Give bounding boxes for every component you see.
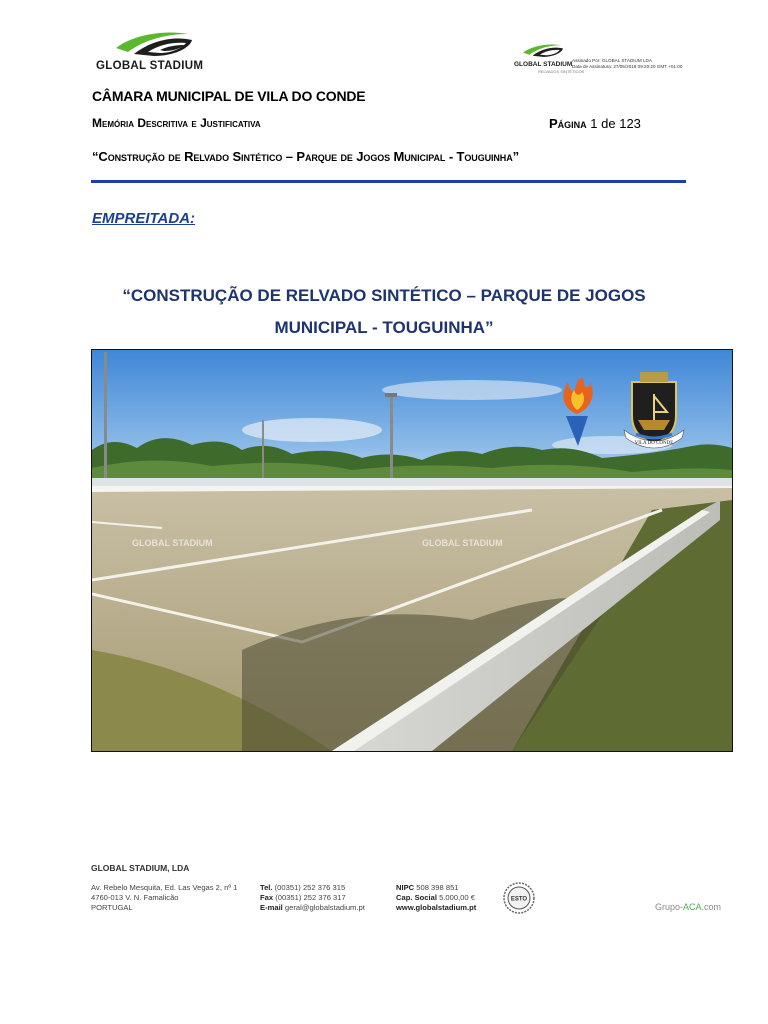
nipc-row — [396, 883, 476, 893]
page-value: 1 de 123 — [590, 116, 641, 131]
digital-signature — [572, 58, 682, 70]
email-row — [260, 903, 365, 913]
fax-value: (00351) 252 376 317 — [275, 893, 346, 902]
photo-watermark-2: GLOBAL STADIUM — [422, 538, 503, 548]
website-row — [396, 903, 476, 913]
section-label: EMPREITADA: — [92, 210, 196, 227]
address-line3: PORTUGAL — [91, 903, 133, 912]
vila-do-conde-crest-icon — [624, 372, 684, 448]
esto-seal-icon — [503, 882, 535, 914]
brand-name: GLOBAL STADIUM — [96, 60, 204, 72]
fax-label: Fax — [260, 893, 274, 902]
small-brand-name: GLOBAL STADIUM — [514, 61, 573, 68]
group-link[interactable] — [655, 902, 721, 912]
crest-text: VILA DO CONDE — [634, 441, 674, 446]
seal-text: ESTO — [510, 896, 528, 903]
group-prefix: Grupo- — [655, 902, 684, 912]
global-stadium-logo — [96, 28, 236, 78]
global-stadium-small-logo — [514, 42, 585, 76]
swoosh-small-icon — [522, 42, 564, 57]
tel-label: Tel. — [260, 883, 273, 892]
field-photo — [91, 349, 733, 752]
group-brand: ACA — [683, 902, 702, 912]
group-suffix: .com — [701, 902, 722, 912]
email-value[interactable]: geral@globalstadium.pt — [284, 903, 365, 912]
address-line2: 4760-013 V. N. Famalicão — [91, 893, 179, 902]
footer-address — [91, 883, 237, 913]
fax-row — [260, 893, 365, 903]
capital-value: 5.000,00 € — [439, 893, 475, 902]
address-line1: Av. Rebelo Mesquita, Ed. Las Vegas 2, nº 1 — [91, 883, 238, 892]
website-link[interactable]: www.globalstadium.pt — [396, 903, 477, 912]
capital-row — [396, 893, 476, 903]
page-label: Página — [549, 116, 587, 131]
title-line1: “CONSTRUÇÃO DE RELVADO SINTÉTICO – PARQUE DE JOGOS — [122, 286, 646, 305]
swoosh-logo-icon — [114, 28, 194, 56]
capital-label: Cap. Social — [396, 893, 437, 902]
signature-line1: Assinado Por: GLOBAL STADIUM LDA — [572, 58, 652, 63]
document-title — [96, 280, 672, 344]
tel-row — [260, 883, 365, 893]
header-divider — [91, 180, 686, 183]
nipc-label: NIPC — [396, 883, 415, 892]
email-label: E-mail — [260, 903, 283, 912]
small-brand-sub: RELVADOS SINTÉTICOS — [538, 69, 585, 74]
footer-contacts — [260, 883, 365, 913]
title-line2: MUNICIPAL - TOUGUINHA” — [274, 318, 494, 337]
project-name: “Construção de Relvado Sintético – Parque de Jogos Municipal - Touguinha” — [92, 149, 520, 164]
field-photo-illustration — [92, 350, 732, 751]
organization-name: CÂMARA MUNICIPAL DE VILA DO CONDE — [92, 88, 366, 104]
signature-line2: Data de Assinatura: 27/05/2016 09:20:20 GMT +01:00 — [572, 64, 683, 69]
tel-value: (00351) 252 376 315 — [274, 883, 346, 892]
page-number — [549, 116, 641, 131]
footer-registration — [396, 883, 476, 913]
photo-watermark: GLOBAL STADIUM — [132, 538, 213, 548]
nipc-value: 508 398 851 — [416, 883, 459, 892]
footer-company: GLOBAL STADIUM, LDA — [91, 863, 190, 873]
document-type: Memória Descritiva e Justificativa — [92, 116, 261, 130]
